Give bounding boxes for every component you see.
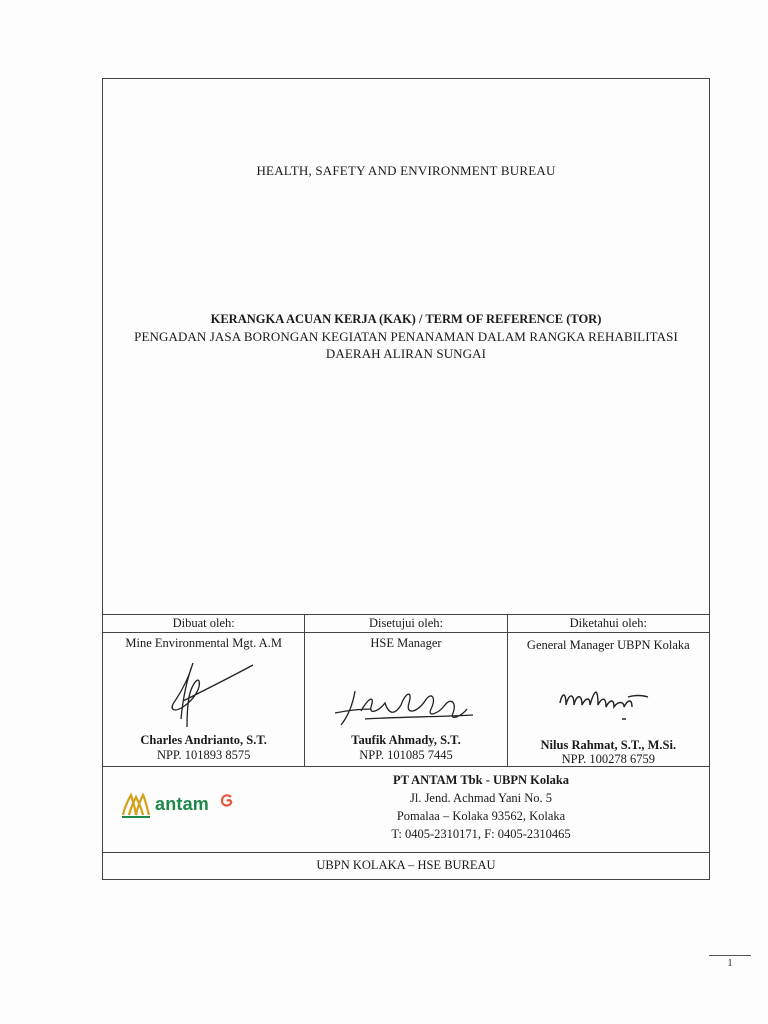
tor-subtitle-line2: DAERAH ALIRAN SUNGAI — [325, 346, 487, 361]
signature-role: General Manager UBPN Kolaka — [526, 638, 690, 652]
bureau-title: HEALTH, SAFETY AND ENVIRONMENT BUREAU — [256, 163, 556, 178]
signature-image-taufik — [305, 657, 507, 733]
signature-table — [103, 614, 709, 766]
signature-column-acknowledged — [508, 615, 709, 766]
page-number: 1 — [727, 958, 733, 969]
signature-role: Mine Environmental Mgt. A.M — [125, 636, 282, 650]
company-address-line2: Pomalaa – Kolaka 93562, Kolaka — [396, 809, 566, 823]
company-address-line1: Jl. Jend. Achmad Yani No. 5 — [409, 791, 553, 805]
signatory-name: Nilus Rahmat, S.T., M.Si. — [540, 738, 677, 752]
signature-header: Disetujui oleh: — [305, 615, 506, 633]
bureau-footer: UBPN KOLAKA – HSE BUREAU — [103, 852, 709, 879]
signature-column-approved — [305, 615, 507, 766]
company-name: PT ANTAM Tbk - UBPN Kolaka — [392, 773, 570, 787]
signatory-name: Charles Andrianto, S.T. — [140, 733, 267, 747]
antam-logo-text: antam — [155, 794, 210, 814]
tor-block — [103, 311, 709, 362]
company-block — [103, 766, 709, 852]
page-number-rule — [709, 955, 751, 956]
signature-image-nilus — [508, 657, 710, 733]
signature-column-prepared — [103, 615, 305, 766]
antam-logo — [119, 785, 259, 825]
signature-header: Dibuat oleh: — [103, 615, 304, 633]
company-address — [253, 771, 709, 843]
antam-swirl-icon — [219, 793, 235, 809]
document-frame — [102, 78, 710, 880]
signatory-npp: NPP. 101893 8575 — [156, 748, 251, 762]
signatory-name: Taufik Ahmady, S.T. — [351, 733, 461, 747]
signature-header: Diketahui oleh: — [508, 615, 709, 633]
tor-subtitle-line1: PENGADAN JASA BORONGAN KEGIATAN PENANAMAN DALAM RANGKA REHABILITASI — [134, 329, 678, 344]
antam-mark-icon — [119, 787, 153, 821]
tor-title: KERANGKA ACUAN KERJA (KAK) / TERM OF REFERENCE (TOR) — [210, 312, 602, 326]
signatory-npp: NPP. 100278 6759 — [561, 752, 656, 766]
signature-image-charles — [103, 657, 305, 733]
signatory-npp: NPP. 101085 7445 — [359, 748, 453, 762]
company-phone: T: 0405-2310171, F: 0405-2310465 — [391, 827, 571, 841]
signature-role: HSE Manager — [370, 636, 442, 650]
